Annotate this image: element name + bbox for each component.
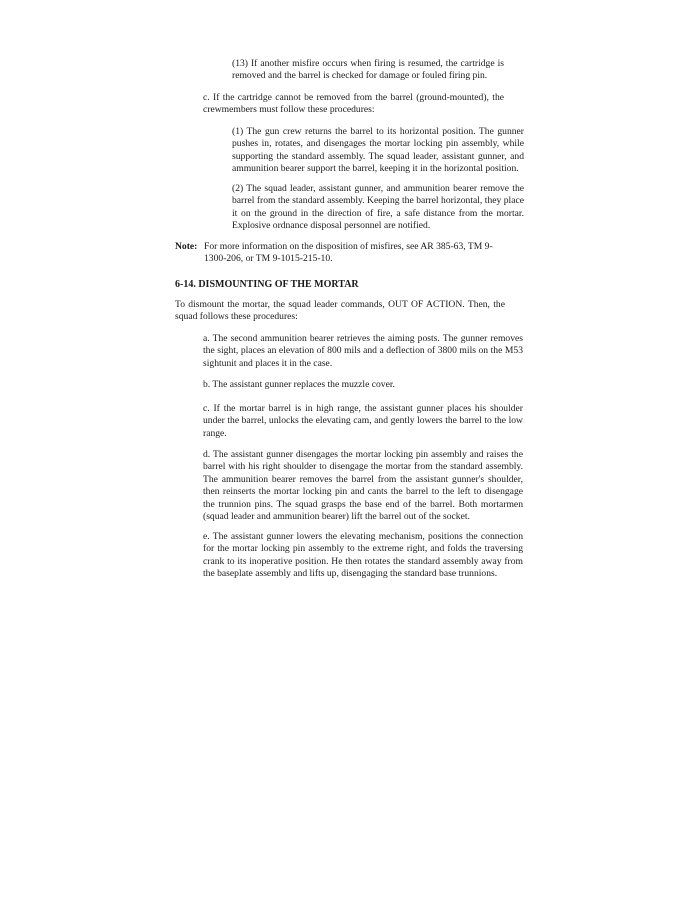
step-c-2-paragraph: (2) The squad leader, assistant gunner, and ammunition bearer remove the barrel from the standard assembly. Keeping the barrel horizontal, they place it on the ground in the direction of fire, a safe distance from the mortar. Explosive ordnance disposal personnel are notified. — [232, 183, 524, 232]
dismount-step-d: d. The assistant gunner disengages the mortar locking pin assembly and raises the barrel with his right shoulder to disengage the mortar from the standard assembly. The ammunition bearer removes the barrel from the assistant gunner's shoulder, then reinserts the mortar locking pin and cants the barrel to the left to disengage the trunnion pins. The squad grasps the base end of the barrel. Both mortarmen (squad leader and ammunition bearer) lift the barrel out of the socket. — [203, 449, 523, 523]
section-heading: 6-14. DISMOUNTING OF THE MORTAR — [175, 279, 359, 290]
step-c-1-paragraph: (1) The gun crew returns the barrel to its horizontal position. The gunner pushes in, rotates, and disengages the mortar locking pin assembly, while supporting the standard assembly. The squad leader, assistant gunner, and ammunition bearer support the barrel, keeping it in the horizontal position. — [232, 126, 524, 175]
note-label: Note: — [175, 241, 198, 252]
dismount-step-c: c. If the mortar barrel is in high range, the assistant gunner places his shoulder under the barrel, unlocks the elevating cam, and gently lowers the barrel to the low range. — [203, 403, 523, 439]
dismount-step-b: b. The assistant gunner replaces the muzzle cover. — [203, 379, 395, 390]
dismount-step-e: e. The assistant gunner lowers the elevating mechanism, positions the connection for the mortar locking pin assembly to the extreme right, and folds the traversing crank to its inoperative position. He then rotates the standard assembly away from the baseplate assembly and lifts up, disengaging the standard base trunnions. — [203, 531, 523, 580]
section-intro-paragraph: To dismount the mortar, the squad leader commands, OUT OF ACTION. Then, the squad follows these procedures: — [175, 299, 505, 323]
note-block — [175, 241, 505, 266]
step-c-paragraph: c. If the cartridge cannot be removed from the barrel (ground-mounted), the crewmembers must follow these procedures: — [203, 92, 504, 116]
misfire-step-13-paragraph: (13) If another misfire occurs when firing is resumed, the cartridge is removed and the barrel is checked for damage or fouled firing pin. — [232, 58, 504, 82]
dismount-step-a: a. The second ammunition bearer retrieves the aiming posts. The gunner removes the sight, places an elevation of 800 mils and a deflection of 3800 mils on the M53 sightunit and places it in the case. — [203, 333, 523, 369]
note-text: For more information on the disposition of misfires, see AR 385-63, TM 9-1300-206, or TM 9-1015-215-10. — [204, 241, 493, 265]
